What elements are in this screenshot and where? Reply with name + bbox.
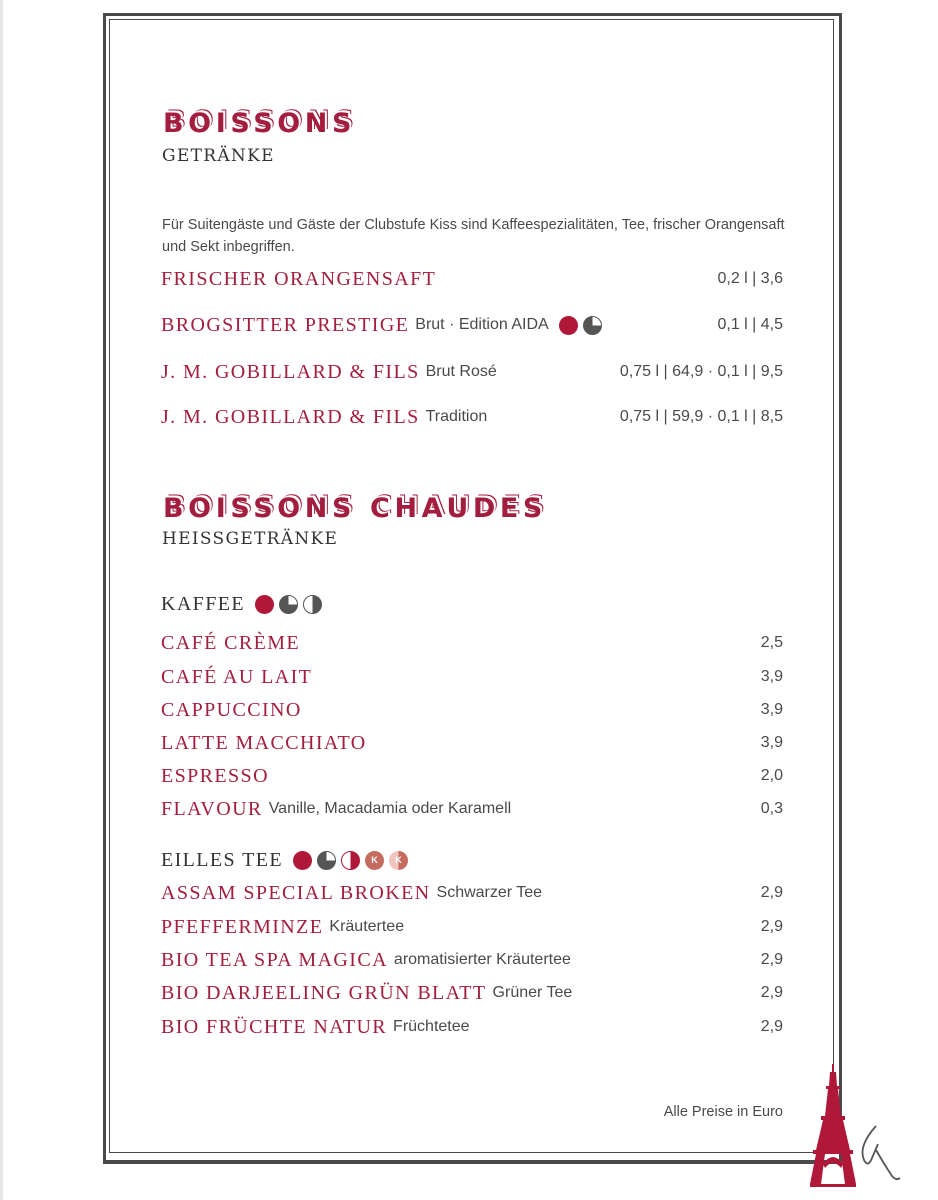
price-note-footer: Alle Preise in Euro xyxy=(663,1104,783,1120)
item-price: 3,9 xyxy=(760,701,783,718)
item-price: 3,9 xyxy=(760,668,783,685)
item-name: FRISCHER ORANGENSAFT xyxy=(161,267,437,290)
dot-quarter-icon xyxy=(583,316,602,335)
menu-item-gobillard-rose xyxy=(161,358,783,386)
dot-full-icon xyxy=(255,595,274,614)
item-name: PFEFFERMINZE xyxy=(161,915,324,938)
item-desc: Grüner Tee xyxy=(492,984,573,1001)
menu-item-cappuccino xyxy=(161,696,783,724)
item-price: 2,9 xyxy=(760,951,783,968)
item-name: CAPPUCCINO xyxy=(161,698,302,721)
dot-half-icon xyxy=(341,851,360,870)
item-desc: Brut · Edition AIDA xyxy=(415,316,549,333)
item-name: CAFÉ AU LAIT xyxy=(161,665,313,688)
item-name: J. M. GOBILLARD & FILS xyxy=(161,360,420,383)
menu-item-cafe-au-lait xyxy=(161,663,783,691)
dot-quarter-icon xyxy=(317,851,336,870)
coffee-heading xyxy=(161,590,783,618)
section-title-boissons: BOISSONS xyxy=(163,108,357,139)
item-desc: Früchtetee xyxy=(393,1018,470,1035)
eiffel-tower-logo-icon xyxy=(810,1064,902,1192)
item-price: 2,9 xyxy=(760,984,783,1001)
inclusion-note: Für Suitengäste und Gäste der Clubstufe Kiss sind Kaffeespezialitäten, Tee, frischer Orangensaft und Sekt inbegriffen. xyxy=(162,217,785,255)
menu-item-fruechte xyxy=(161,1013,783,1041)
subsection-title: EILLES TEE xyxy=(161,848,283,871)
menu-item-orangensaft xyxy=(161,265,783,293)
menu-item-pfefferminze xyxy=(161,913,783,941)
item-name: ASSAM SPECIAL BROKEN xyxy=(161,881,431,904)
item-desc: aromatisierter Kräutertee xyxy=(393,951,571,968)
item-name: CAFÉ CRÈME xyxy=(161,631,301,654)
item-price: 0,75 l | 59,9 · 0,1 l | 8,5 xyxy=(619,408,783,425)
menu-item-cafe-creme xyxy=(161,629,783,657)
item-price: 2,5 xyxy=(760,634,783,651)
item-price: 0,3 xyxy=(760,800,783,817)
item-price: 0,75 l | 64,9 · 0,1 l | 9,5 xyxy=(619,363,783,380)
dot-k-icon: K xyxy=(365,851,384,870)
dot-half-icon xyxy=(303,595,322,614)
info-icons xyxy=(293,851,408,870)
item-name: ESPRESSO xyxy=(161,764,269,787)
dot-full-icon xyxy=(559,316,578,335)
dot-quarter-icon xyxy=(279,595,298,614)
item-name: LATTE MACCHIATO xyxy=(161,731,367,754)
tea-heading xyxy=(161,846,783,874)
menu-item-brogsitter xyxy=(161,311,783,339)
item-price: 2,0 xyxy=(760,767,783,784)
item-name: BIO TEA SPA MAGICA xyxy=(161,948,388,971)
item-price: 2,9 xyxy=(760,918,783,935)
dot-full-icon xyxy=(293,851,312,870)
menu-item-spa-magica xyxy=(161,946,783,974)
item-desc: Kräutertee xyxy=(329,918,405,935)
section-subtitle-getraenke: GETRÄNKE xyxy=(162,146,275,166)
item-desc: Tradition xyxy=(425,408,488,425)
menu-item-assam xyxy=(161,879,783,907)
menu-item-gobillard-tradition xyxy=(161,403,783,431)
item-price: 0,2 l | 3,6 xyxy=(717,270,783,287)
subsection-title: KAFFEE xyxy=(161,592,245,615)
item-desc: Brut Rosé xyxy=(425,363,497,380)
info-icons xyxy=(559,316,602,335)
menu-item-flavour xyxy=(161,795,783,823)
item-price: 2,9 xyxy=(760,1018,783,1035)
item-desc: Vanille, Macadamia oder Karamell xyxy=(268,800,512,817)
section-title-boissons-chaudes: BOISSONS CHAUDES xyxy=(163,493,547,524)
dot-k-half-icon: K xyxy=(389,851,408,870)
item-price: 0,1 l | 4,5 xyxy=(717,316,783,333)
menu-item-darjeeling xyxy=(161,979,783,1007)
section-subtitle-heissgetraenke: HEISSGETRÄNKE xyxy=(162,529,339,549)
page-edge xyxy=(0,0,3,1200)
item-price: 2,9 xyxy=(760,884,783,901)
item-desc: Schwarzer Tee xyxy=(436,884,543,901)
info-icons xyxy=(255,595,322,614)
item-name: BROGSITTER PRESTIGE xyxy=(161,313,410,336)
item-name: FLAVOUR xyxy=(161,797,263,820)
item-name: J. M. GOBILLARD & FILS xyxy=(161,405,420,428)
menu-item-latte-macchiato xyxy=(161,729,783,757)
item-price: 3,9 xyxy=(760,734,783,751)
item-name: BIO DARJEELING GRÜN BLATT xyxy=(161,981,487,1004)
item-name: BIO FRÜCHTE NATUR xyxy=(161,1015,388,1038)
menu-item-espresso xyxy=(161,762,783,790)
